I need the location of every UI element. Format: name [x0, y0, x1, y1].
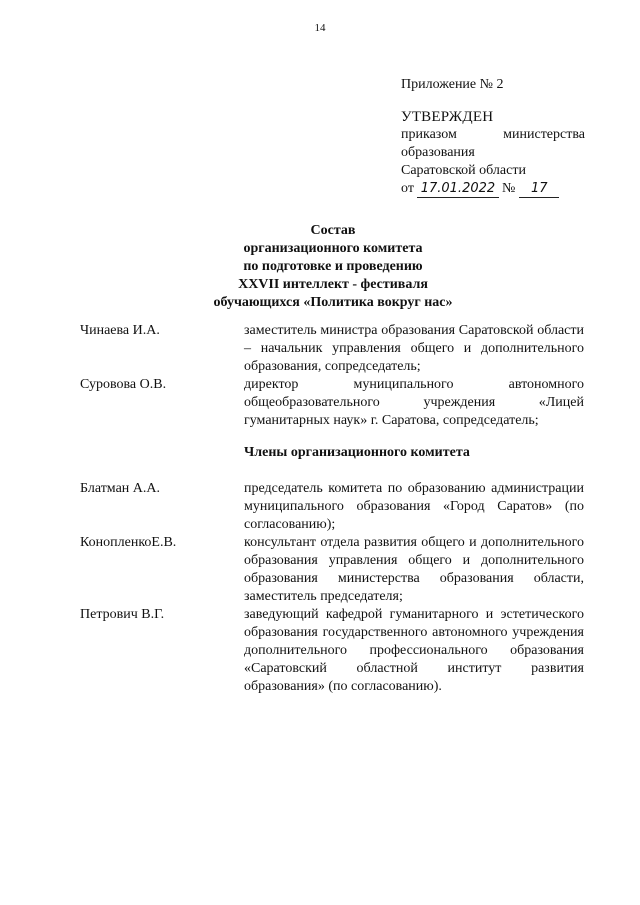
title-line-3: по подготовке и проведению	[243, 259, 423, 274]
leaders-list	[80, 322, 590, 430]
members-list	[80, 480, 590, 696]
member-role: заместитель министра образования Саратовской области – начальник управления общего и дополнительного образования, сопредседатель;	[244, 323, 584, 374]
handwritten-number: 17	[519, 181, 559, 198]
member-role: заведующий кафедрой гуманитарного и эстетического образования государственного автономного учреждения дополнительного профессионального образования «Саратовский областной институт развития образования» (по согласованию).	[244, 607, 584, 694]
member-name: Суровова О.В.	[80, 377, 167, 392]
ministry-word: министерства	[503, 127, 585, 142]
members-heading: Члены организационного комитета	[244, 445, 470, 460]
title-line-2: организационного комитета	[243, 241, 423, 256]
number-label: №	[501, 181, 516, 196]
member-role: директор муниципального автономного общеобразовательного учреждения «Лицей гуманитарных наук» г. Саратова, сопредседатель;	[244, 377, 584, 428]
order-line-1	[401, 126, 585, 144]
document-title	[0, 222, 640, 312]
title-line-4: XXVII интеллект - фестиваля	[238, 277, 428, 292]
list-item	[80, 606, 590, 696]
order-word: приказом	[401, 127, 457, 142]
list-item	[80, 322, 590, 376]
member-role: председатель комитета по образованию администрации муниципального образования «Город Саратов» (по согласованию);	[244, 481, 584, 532]
title-line-5: обучающихся «Политика вокруг нас»	[213, 295, 453, 310]
appendix-label: Приложение № 2	[401, 77, 504, 92]
list-item	[80, 480, 590, 534]
approved-stamp-text: УТВЕРЖДЕН	[401, 109, 494, 125]
order-line-3: Саратовской области	[401, 163, 526, 178]
member-name: Петрович В.Г.	[80, 607, 165, 622]
member-role: консультант отдела развития общего и дополнительного образования управления общего и дополнительного образования министерства образования области, заместитель председателя;	[244, 535, 584, 604]
member-name: Блатман А.А.	[80, 481, 161, 496]
order-date-line	[401, 180, 585, 198]
list-item	[80, 534, 590, 606]
from-label: от	[401, 181, 414, 196]
list-item	[80, 376, 590, 430]
member-name: Чинаева И.А.	[80, 323, 160, 338]
order-line-2: образования	[401, 145, 475, 160]
approval-block	[401, 76, 585, 198]
title-line-1: Состав	[310, 223, 356, 238]
member-name: КонопленкоЕ.В.	[80, 535, 177, 550]
page-number: 14	[314, 22, 326, 34]
handwritten-date: 17.01.2022	[417, 181, 499, 198]
